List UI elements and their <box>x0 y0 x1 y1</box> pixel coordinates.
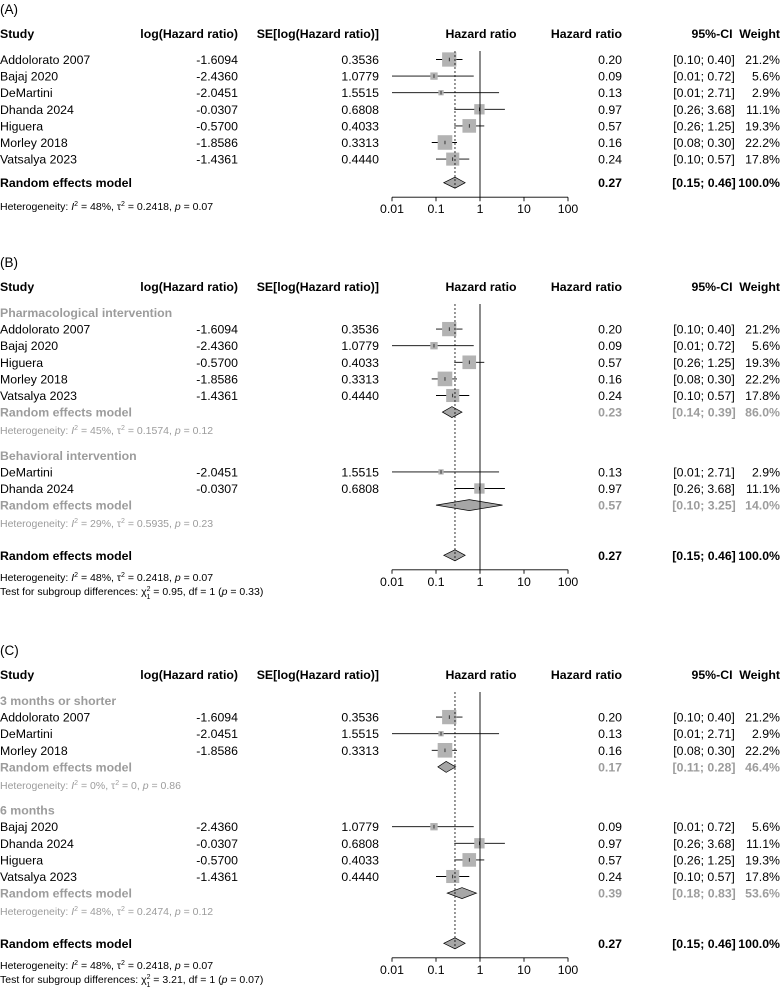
study-name: Higuera <box>0 853 44 868</box>
study-loghr: -1.8586 <box>196 743 238 758</box>
header-ci: 95%-CI <box>691 280 733 294</box>
study-ci: [0.26; 1.25] <box>673 119 735 134</box>
study-loghr: -1.8586 <box>196 136 238 150</box>
het-p-value: = 0.07 <box>180 571 214 584</box>
het-i2-label: I <box>71 425 75 438</box>
study-se: 1.0779 <box>341 820 379 835</box>
study-weight: 19.3% <box>745 853 780 868</box>
subgroup-heterogeneity <box>0 425 213 437</box>
subgroup-ci: [0.14; 0.39] <box>672 405 736 420</box>
het-tau-label: τ <box>116 201 122 214</box>
overall-heterogeneity <box>0 201 213 213</box>
study-loghr: -0.0307 <box>196 482 238 496</box>
overall-hr: 0.27 <box>598 176 622 191</box>
study-weight: 19.3% <box>745 119 780 134</box>
overall-diamond <box>444 550 465 561</box>
study-loghr: -1.6094 <box>196 710 238 725</box>
study-loghr: -1.8586 <box>196 372 238 387</box>
het-tau-label: τ <box>116 959 122 972</box>
study-name: Higuera <box>0 355 44 370</box>
het-tau-value: = 0.2418, <box>124 571 175 584</box>
subgroup-test-chi-sub: 1 <box>146 981 151 989</box>
study-se: 0.3536 <box>341 53 379 67</box>
subgroup-ci: [0.10; 3.25] <box>672 498 736 513</box>
het-p-label: p <box>142 780 149 792</box>
study-se: 0.4440 <box>341 870 379 884</box>
study-ci: [0.08; 0.30] <box>673 136 735 150</box>
study-ci: [0.26; 1.25] <box>673 355 735 370</box>
study-ci: [0.26; 3.68] <box>673 102 735 117</box>
study-se: 0.3313 <box>341 743 379 758</box>
header-ci: 95%-CI <box>691 668 733 682</box>
het-tau-value: = 0.2418, <box>124 959 175 972</box>
study-hr: 0.13 <box>598 465 622 480</box>
het-i2-value: = 48%, <box>78 959 117 972</box>
study-se: 1.0779 <box>341 69 379 84</box>
header-weight: Weight <box>739 27 780 41</box>
het-p-value: = 0.07 <box>180 959 214 972</box>
header-plot: Hazard ratio <box>445 668 517 682</box>
subgroup-diamond <box>438 761 456 772</box>
study-name: Addolorato 2007 <box>0 322 91 337</box>
header-plot: Hazard ratio <box>445 27 517 41</box>
het-tau-sup: 2 <box>115 780 120 787</box>
overall-ci: [0.15; 0.46] <box>672 548 736 563</box>
x-axis-tick-label: 1 <box>476 574 484 589</box>
subgroup-test-prefix: Test for subgroup differences: <box>0 973 142 986</box>
study-loghr: -1.4361 <box>196 152 238 167</box>
het-prefix: Heterogeneity: <box>0 959 72 972</box>
subgroup-test-value: = 3.21, df = 1 ( <box>150 973 222 986</box>
study-se: 0.4033 <box>341 355 379 370</box>
header-se: SE[log(Hazard ratio)] <box>256 27 379 41</box>
header-study: Study <box>0 668 35 682</box>
study-loghr: -2.4360 <box>196 339 238 354</box>
study-loghr: -0.0307 <box>196 102 238 117</box>
subgroup-test <box>0 974 263 989</box>
overall-model-label: Random effects model <box>0 548 132 563</box>
subgroup-test <box>0 586 263 601</box>
study-ci: [0.26; 1.25] <box>673 853 735 868</box>
header-se: SE[log(Hazard ratio)] <box>256 280 379 294</box>
overall-ci: [0.15; 0.46] <box>672 936 736 951</box>
subgroup-label: Behavioral intervention <box>0 448 137 463</box>
subgroup-weight: 86.0% <box>745 405 780 420</box>
het-tau-value: = 0, <box>119 780 143 792</box>
header-study: Study <box>0 280 35 294</box>
subgroup-diamond <box>447 888 476 899</box>
study-weight: 21.2% <box>745 322 780 337</box>
het-i2-label: I <box>71 571 75 584</box>
study-weight: 17.8% <box>745 389 780 403</box>
study-weight: 5.6% <box>751 820 780 835</box>
overall-diamond <box>444 938 465 949</box>
study-ci: [0.26; 3.68] <box>673 482 735 496</box>
study-ci: [0.01; 0.72] <box>673 69 735 84</box>
overall-diamond <box>444 177 465 188</box>
subgroup-test-chi-sup: 2 <box>146 585 151 593</box>
het-i2-sup: 2 <box>74 425 79 433</box>
subgroup-test-value: = 0.95, df = 1 ( <box>150 585 222 598</box>
het-tau-value: = 0.2474, <box>124 906 175 919</box>
het-p-label: p <box>174 571 181 584</box>
subgroup-test-chi-sub: 1 <box>146 593 151 601</box>
study-ci: [0.01; 2.71] <box>673 465 735 480</box>
study-se: 0.6808 <box>341 102 379 117</box>
study-ci: [0.01; 2.71] <box>673 727 735 742</box>
panel-label: (B) <box>0 255 18 270</box>
study-se: 0.4033 <box>341 853 379 868</box>
header-loghr: log(Hazard ratio) <box>140 280 238 294</box>
het-p-label: p <box>174 201 181 214</box>
het-i2-value: = 0%, <box>78 780 112 792</box>
het-p-value: = 0.86 <box>148 780 181 792</box>
study-loghr: -1.4361 <box>196 389 238 403</box>
het-tau-label: τ <box>116 571 122 584</box>
study-weight: 5.6% <box>751 339 780 354</box>
x-axis-tick-label: 1 <box>476 202 484 217</box>
subgroup-hr: 0.23 <box>598 405 622 420</box>
study-loghr: -2.4360 <box>196 69 238 84</box>
het-tau-label: τ <box>111 780 116 792</box>
het-p-label: p <box>174 906 181 919</box>
x-axis-tick-label: 1 <box>476 962 484 977</box>
het-tau-label: τ <box>116 906 122 919</box>
study-ci: [0.10; 0.40] <box>673 53 735 67</box>
subgroup-test-p-label: p <box>221 973 228 986</box>
study-name: Morley 2018 <box>0 372 68 387</box>
subgroup-test-prefix: Test for subgroup differences: <box>0 585 142 598</box>
study-name: DeMartini <box>0 465 53 480</box>
study-weight: 2.9% <box>751 727 780 742</box>
x-axis-tick-label: 0.01 <box>380 962 404 977</box>
study-hr: 0.20 <box>598 322 622 337</box>
study-loghr: -0.5700 <box>196 355 238 370</box>
study-hr: 0.16 <box>598 136 622 150</box>
study-weight: 11.1% <box>746 482 780 496</box>
het-i2-value: = 48%, <box>78 571 117 584</box>
overall-ci: [0.15; 0.46] <box>672 176 736 191</box>
het-prefix: Heterogeneity: <box>0 571 72 584</box>
het-i2-label: I <box>71 906 75 919</box>
study-ci: [0.01; 0.72] <box>673 820 735 835</box>
study-se: 0.4440 <box>341 152 379 167</box>
study-hr: 0.97 <box>598 482 622 496</box>
study-name: Dhanda 2024 <box>0 836 74 851</box>
study-se: 1.5515 <box>341 86 379 101</box>
study-ci: [0.08; 0.30] <box>673 372 735 387</box>
x-axis-tick-label: 100 <box>557 962 579 977</box>
het-p-value: = 0.07 <box>180 201 214 214</box>
study-name: DeMartini <box>0 727 53 742</box>
study-se: 0.4440 <box>341 389 379 403</box>
study-hr: 0.24 <box>598 389 622 403</box>
study-ci: [0.10; 0.57] <box>673 870 735 884</box>
het-i2-label: I <box>71 201 75 214</box>
study-loghr: -0.5700 <box>196 119 238 134</box>
study-se: 0.3536 <box>341 322 379 337</box>
study-hr: 0.09 <box>598 820 622 835</box>
study-name: Bajaj 2020 <box>0 69 59 84</box>
subgroup-test-p-value: = 0.33) <box>227 585 264 598</box>
study-weight: 21.2% <box>745 710 780 725</box>
study-hr: 0.13 <box>598 86 622 101</box>
subgroup-diamond <box>436 500 503 511</box>
het-tau-value: = 0.5935, <box>124 518 175 531</box>
study-name: Vatsalya 2023 <box>0 152 78 167</box>
study-hr: 0.97 <box>598 102 622 117</box>
overall-hr: 0.27 <box>598 936 622 951</box>
het-prefix: Heterogeneity: <box>0 201 72 214</box>
header-loghr: log(Hazard ratio) <box>140 27 238 41</box>
het-i2-sup: 2 <box>74 780 79 787</box>
het-tau-value: = 0.1574, <box>124 425 175 438</box>
subgroup-heterogeneity <box>0 518 213 530</box>
het-p-label: p <box>174 959 181 972</box>
subgroup-test-p-value: = 0.07) <box>227 973 264 986</box>
x-axis-tick-label: 10 <box>517 962 531 977</box>
het-i2-value: = 48%, <box>78 906 117 919</box>
study-se: 0.4033 <box>341 119 379 134</box>
subgroup-label: Pharmacological intervention <box>0 306 173 320</box>
study-hr: 0.57 <box>598 355 622 370</box>
study-ci: [0.10; 0.40] <box>673 710 735 725</box>
het-tau-sup: 2 <box>121 906 125 914</box>
het-i2-sup: 2 <box>74 518 79 526</box>
subgroup-test-p-label: p <box>221 585 228 598</box>
het-prefix: Heterogeneity: <box>0 425 72 438</box>
het-tau-label: τ <box>116 518 122 531</box>
x-axis-tick-label: 0.1 <box>427 574 445 589</box>
header-weight: Weight <box>739 668 780 682</box>
study-loghr: -1.4361 <box>196 870 238 884</box>
study-hr: 0.20 <box>598 710 622 725</box>
het-p-label: p <box>174 518 181 531</box>
het-tau-label: τ <box>116 425 122 438</box>
subgroup-weight: 14.0% <box>745 498 780 513</box>
study-hr: 0.24 <box>598 152 622 167</box>
x-axis-tick-label: 0.1 <box>427 202 445 217</box>
study-se: 1.5515 <box>341 727 379 742</box>
subgroup-label: 6 months <box>0 803 55 818</box>
het-p-value: = 0.23 <box>180 518 214 531</box>
study-weight: 11.1% <box>746 836 780 851</box>
study-loghr: -2.0451 <box>196 86 238 101</box>
study-weight: 17.8% <box>745 152 780 167</box>
het-i2-value: = 29%, <box>78 518 117 531</box>
study-weight: 17.8% <box>745 870 780 884</box>
study-name: Higuera <box>0 119 44 134</box>
study-loghr: -2.4360 <box>196 820 238 835</box>
study-name: Bajaj 2020 <box>0 820 59 835</box>
het-p-label: p <box>174 425 181 438</box>
study-loghr: -0.5700 <box>196 853 238 868</box>
het-i2-label: I <box>71 780 75 792</box>
study-se: 0.3313 <box>341 372 379 387</box>
subgroup-label: 3 months or shorter <box>0 694 117 708</box>
subgroup-hr: 0.17 <box>598 760 622 775</box>
subgroup-ci: [0.11; 0.28] <box>672 760 736 775</box>
study-hr: 0.24 <box>598 870 622 884</box>
study-weight: 11.1% <box>746 102 780 117</box>
het-prefix: Heterogeneity: <box>0 518 72 531</box>
subgroup-hr: 0.39 <box>598 886 622 901</box>
study-name: DeMartini <box>0 86 53 101</box>
study-se: 0.6808 <box>341 482 379 496</box>
overall-model-label: Random effects model <box>0 936 132 951</box>
study-weight: 22.2% <box>745 743 780 758</box>
study-ci: [0.08; 0.30] <box>673 743 735 758</box>
subgroup-ci: [0.18; 0.83] <box>672 886 736 901</box>
study-hr: 0.09 <box>598 339 622 354</box>
x-axis-tick-label: 0.1 <box>427 962 445 977</box>
het-i2-value: = 45%, <box>78 425 117 438</box>
study-weight: 22.2% <box>745 136 780 150</box>
overall-heterogeneity <box>0 572 213 584</box>
subgroup-model-label: Random effects model <box>0 886 132 901</box>
study-weight: 5.6% <box>751 69 780 84</box>
study-name: Addolorato 2007 <box>0 53 91 67</box>
study-name: Vatsalya 2023 <box>0 870 78 884</box>
study-loghr: -1.6094 <box>196 322 238 337</box>
het-i2-sup: 2 <box>74 906 79 914</box>
het-tau-value: = 0.2418, <box>124 201 175 214</box>
header-loghr: log(Hazard ratio) <box>140 668 238 682</box>
header-hr: Hazard ratio <box>550 280 622 294</box>
study-name: Dhanda 2024 <box>0 482 74 496</box>
study-name: Bajaj 2020 <box>0 339 59 354</box>
study-ci: [0.10; 0.57] <box>673 389 735 403</box>
study-ci: [0.01; 0.72] <box>673 339 735 354</box>
subgroup-test-chi: χ <box>141 585 147 598</box>
overall-heterogeneity <box>0 960 213 972</box>
overall-weight: 100.0% <box>738 176 780 191</box>
study-weight: 21.2% <box>745 53 780 67</box>
subgroup-heterogeneity <box>0 780 181 792</box>
study-ci: [0.26; 3.68] <box>673 836 735 851</box>
study-name: Vatsalya 2023 <box>0 389 78 403</box>
study-hr: 0.57 <box>598 853 622 868</box>
subgroup-hr: 0.57 <box>598 498 622 513</box>
het-tau-sup: 2 <box>121 201 125 209</box>
study-weight: 2.9% <box>751 86 780 101</box>
het-p-value: = 0.12 <box>180 425 214 438</box>
study-hr: 0.16 <box>598 743 622 758</box>
study-name: Morley 2018 <box>0 136 68 150</box>
x-axis-tick-label: 100 <box>557 574 579 589</box>
x-axis-tick-label: 10 <box>517 202 531 217</box>
het-tau-sup: 2 <box>121 959 125 967</box>
header-study: Study <box>0 27 35 41</box>
study-hr: 0.16 <box>598 372 622 387</box>
subgroup-heterogeneity <box>0 906 213 918</box>
study-se: 0.6808 <box>341 836 379 851</box>
subgroup-diamond <box>442 407 462 418</box>
het-i2-sup: 2 <box>74 571 79 579</box>
het-i2-value: = 48%, <box>78 201 117 214</box>
study-ci: [0.01; 2.71] <box>673 86 735 101</box>
overall-hr: 0.27 <box>598 548 622 563</box>
study-ci: [0.10; 0.57] <box>673 152 735 167</box>
x-axis-tick-label: 100 <box>557 202 579 217</box>
het-i2-sup: 2 <box>74 201 79 209</box>
study-loghr: -2.0451 <box>196 465 238 480</box>
het-tau-sup: 2 <box>121 518 125 526</box>
het-i2-label: I <box>71 959 75 972</box>
study-se: 0.3313 <box>341 136 379 150</box>
study-se: 0.3536 <box>341 710 379 725</box>
study-ci: [0.10; 0.40] <box>673 322 735 337</box>
study-name: Morley 2018 <box>0 743 68 758</box>
header-plot: Hazard ratio <box>445 280 517 294</box>
panel-label: (A) <box>0 2 18 17</box>
het-prefix: Heterogeneity: <box>0 780 72 792</box>
study-hr: 0.97 <box>598 836 622 851</box>
subgroup-weight: 53.6% <box>745 886 780 901</box>
study-hr: 0.09 <box>598 69 622 84</box>
x-axis-tick-label: 0.01 <box>380 202 404 217</box>
study-loghr: -0.0307 <box>196 836 238 851</box>
study-weight: 2.9% <box>751 465 780 480</box>
x-axis-tick-label: 10 <box>517 574 531 589</box>
overall-model-label: Random effects model <box>0 176 132 191</box>
header-hr: Hazard ratio <box>550 668 622 682</box>
het-i2-label: I <box>71 518 75 531</box>
header-ci: 95%-CI <box>691 27 733 41</box>
subgroup-model-label: Random effects model <box>0 405 132 420</box>
het-tau-sup: 2 <box>121 571 125 579</box>
subgroup-test-chi-sup: 2 <box>146 973 151 981</box>
study-hr: 0.20 <box>598 53 622 67</box>
het-p-value: = 0.12 <box>180 906 214 919</box>
overall-weight: 100.0% <box>738 548 780 563</box>
study-hr: 0.57 <box>598 119 622 134</box>
subgroup-model-label: Random effects model <box>0 498 132 513</box>
study-name: Addolorato 2007 <box>0 710 91 725</box>
study-weight: 19.3% <box>745 355 780 370</box>
study-name: Dhanda 2024 <box>0 102 74 117</box>
study-weight: 22.2% <box>745 372 780 387</box>
subgroup-weight: 46.4% <box>745 760 780 775</box>
header-hr: Hazard ratio <box>550 27 622 41</box>
het-i2-sup: 2 <box>74 959 79 967</box>
het-tau-sup: 2 <box>121 425 125 433</box>
study-hr: 0.13 <box>598 727 622 742</box>
subgroup-test-chi: χ <box>141 973 147 986</box>
study-loghr: -1.6094 <box>196 53 238 67</box>
study-loghr: -2.0451 <box>196 727 238 742</box>
subgroup-model-label: Random effects model <box>0 760 132 775</box>
x-axis-tick-label: 0.01 <box>380 574 404 589</box>
het-prefix: Heterogeneity: <box>0 906 72 919</box>
header-se: SE[log(Hazard ratio)] <box>256 668 379 682</box>
study-se: 1.5515 <box>341 465 379 480</box>
overall-weight: 100.0% <box>738 936 780 951</box>
header-weight: Weight <box>739 280 780 294</box>
study-se: 1.0779 <box>341 339 379 354</box>
panel-label: (C) <box>0 643 19 658</box>
